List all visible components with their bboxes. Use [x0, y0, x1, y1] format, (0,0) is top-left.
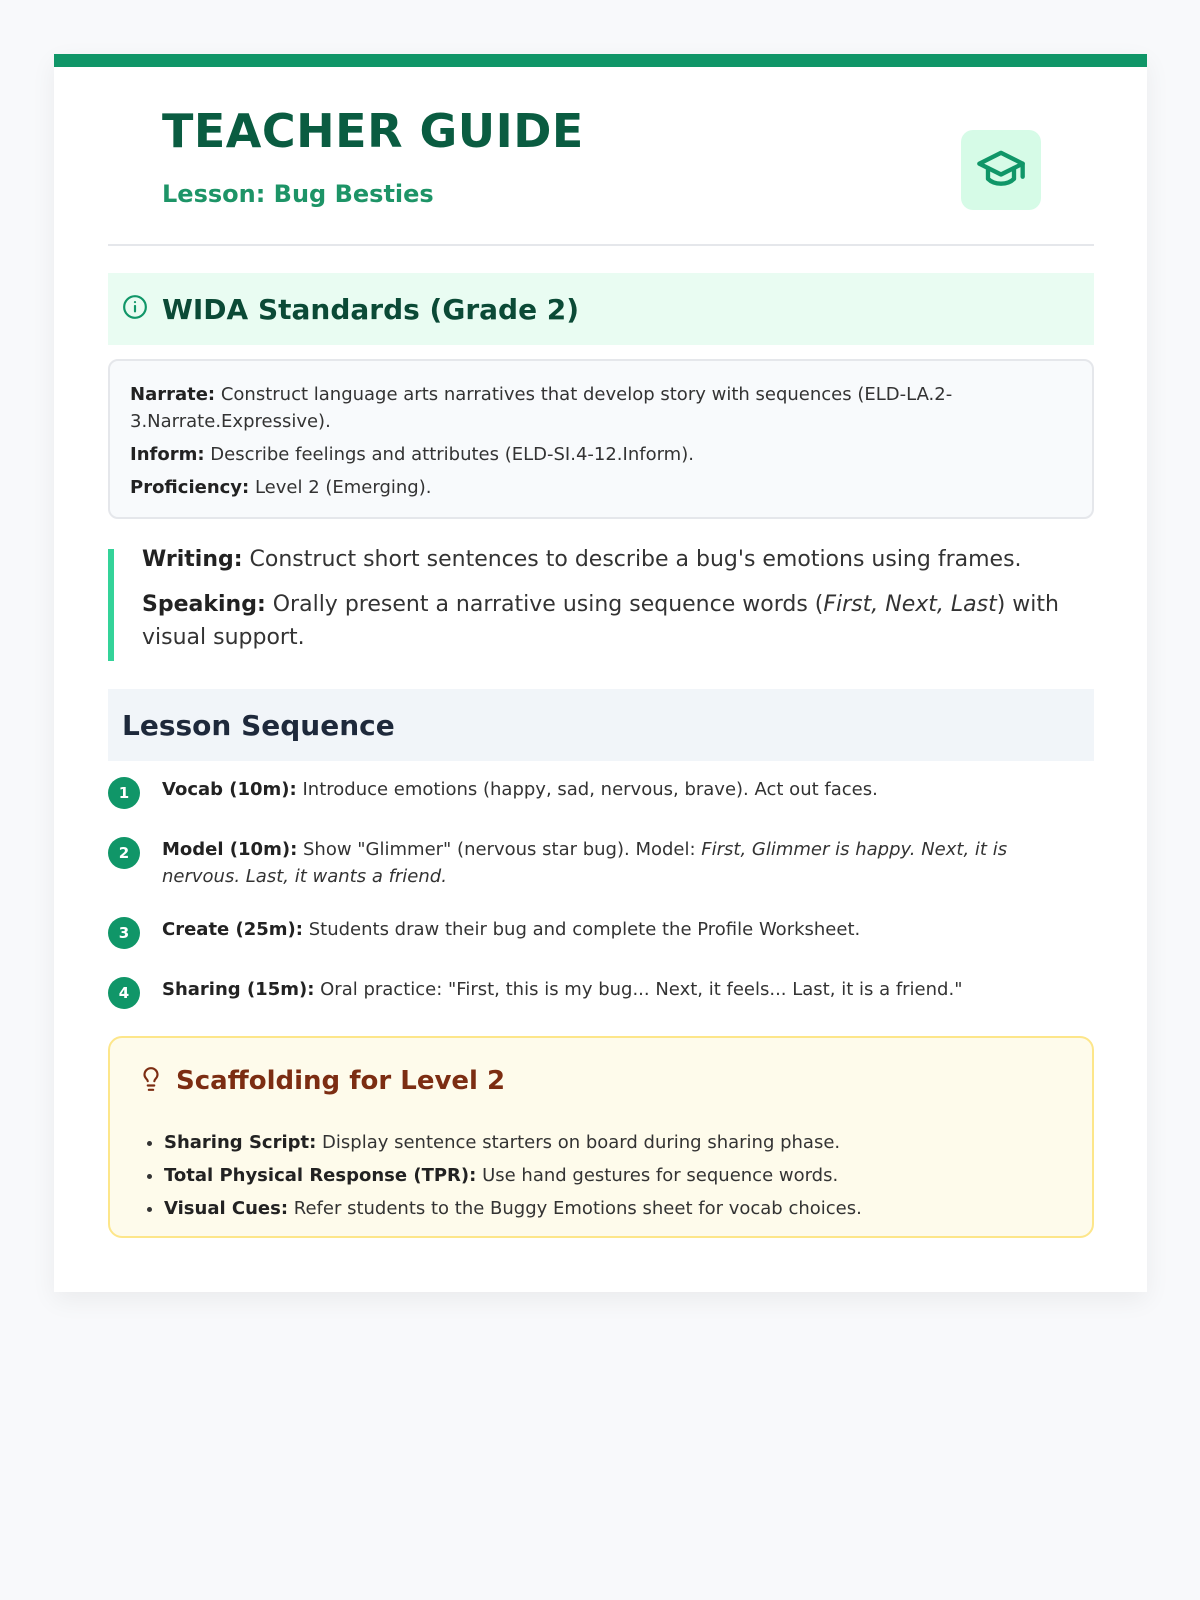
standard-text: Level 2 (Emerging).: [249, 477, 432, 498]
step-description: Oral practice: "First, this is my bug... Next, it feels... Last, it is a friend.": [314, 979, 963, 1000]
scaffolding-text: Refer students to the Buggy Emotions sheet for vocab choices.: [288, 1198, 862, 1219]
writing-text: Construct short sentences to describe a bug's emotions using frames.: [242, 547, 1022, 572]
standard-label: Inform:: [130, 444, 205, 465]
lesson-sequence-header: [108, 689, 1094, 761]
step-description: Students draw their bug and complete the Profile Worksheet.: [302, 919, 861, 940]
scaffolding-text: Display sentence starters on board during sharing phase.: [316, 1132, 841, 1153]
step-label: Vocab (10m):: [162, 779, 297, 800]
standard-text: Construct language arts narratives that develop story with sequences (ELD-LA.2-3.Narrate.Expressive).: [130, 384, 953, 432]
lesson-subtitle: Lesson: Bug Besties: [162, 180, 434, 208]
standard-label: Proficiency:: [130, 477, 250, 498]
step-model-example: First, Glimmer is happy. Next, it is nervous. Last, it wants a friend.: [162, 839, 1008, 887]
standard-proficiency: [130, 474, 1072, 501]
standard-text: Describe feelings and attributes (ELD-SI.4-12.Inform).: [204, 444, 694, 465]
page-title: TEACHER GUIDE: [162, 104, 584, 158]
scaffolding-item: [164, 1126, 862, 1159]
guide-header: [108, 54, 1094, 246]
step-label: Create (25m):: [162, 919, 303, 940]
scaffolding-list: [138, 1126, 862, 1225]
step-text: [162, 776, 1062, 803]
scaffolding-header: [138, 1066, 505, 1096]
wida-section-header: [108, 273, 1094, 345]
sequence-words: First, Next, Last: [823, 592, 997, 617]
scaffolding-label: Visual Cues:: [164, 1198, 289, 1219]
step-description: Show "Glimmer" (nervous star bug). Model:: [297, 839, 702, 860]
standard-narrate: [130, 381, 1072, 435]
scaffolding-item: [164, 1159, 862, 1192]
scaffolding-title: Scaffolding for Level 2: [176, 1066, 506, 1096]
graduation-cap-icon: [975, 142, 1027, 198]
guide-page: [54, 54, 1147, 1292]
scaffolding-label: Total Physical Response (TPR):: [164, 1165, 477, 1186]
step-text: [162, 836, 1062, 890]
writing-label: Writing:: [142, 547, 243, 572]
step-description: Introduce emotions (happy, sad, nervous, brave). Act out faces.: [296, 779, 878, 800]
speaking-text-end: ) with visual support.: [142, 592, 1059, 650]
standard-inform: [130, 441, 1072, 468]
step-text: [162, 976, 1062, 1003]
step-text: [162, 916, 1062, 943]
standard-label: Narrate:: [130, 384, 216, 405]
info-circle-icon: [122, 294, 148, 324]
scaffolding-item: [164, 1192, 862, 1225]
speaking-text: Orally present a narrative using sequence words (: [265, 592, 824, 617]
header-divider: [108, 244, 1094, 246]
step-number: 3: [108, 917, 140, 949]
speaking-objective: [142, 588, 1094, 654]
scaffolding-text: Use hand gestures for sequence words.: [476, 1165, 839, 1186]
objectives-block: [108, 549, 1094, 661]
standards-box: [108, 359, 1094, 519]
step-label: Model (10m):: [162, 839, 298, 860]
writing-objective: [142, 543, 1094, 576]
lightbulb-icon: [138, 1066, 164, 1096]
lesson-sequence-title: Lesson Sequence: [122, 708, 395, 742]
speaking-label: Speaking:: [142, 592, 266, 617]
step-number: 1: [108, 777, 140, 809]
scaffolding-label: Sharing Script:: [164, 1132, 317, 1153]
header-icon-box: [961, 130, 1041, 210]
step-label: Sharing (15m):: [162, 979, 315, 1000]
scaffolding-box: [108, 1036, 1094, 1238]
step-number: 2: [108, 837, 140, 869]
step-number: 4: [108, 977, 140, 1009]
wida-title: WIDA Standards (Grade 2): [162, 292, 580, 326]
